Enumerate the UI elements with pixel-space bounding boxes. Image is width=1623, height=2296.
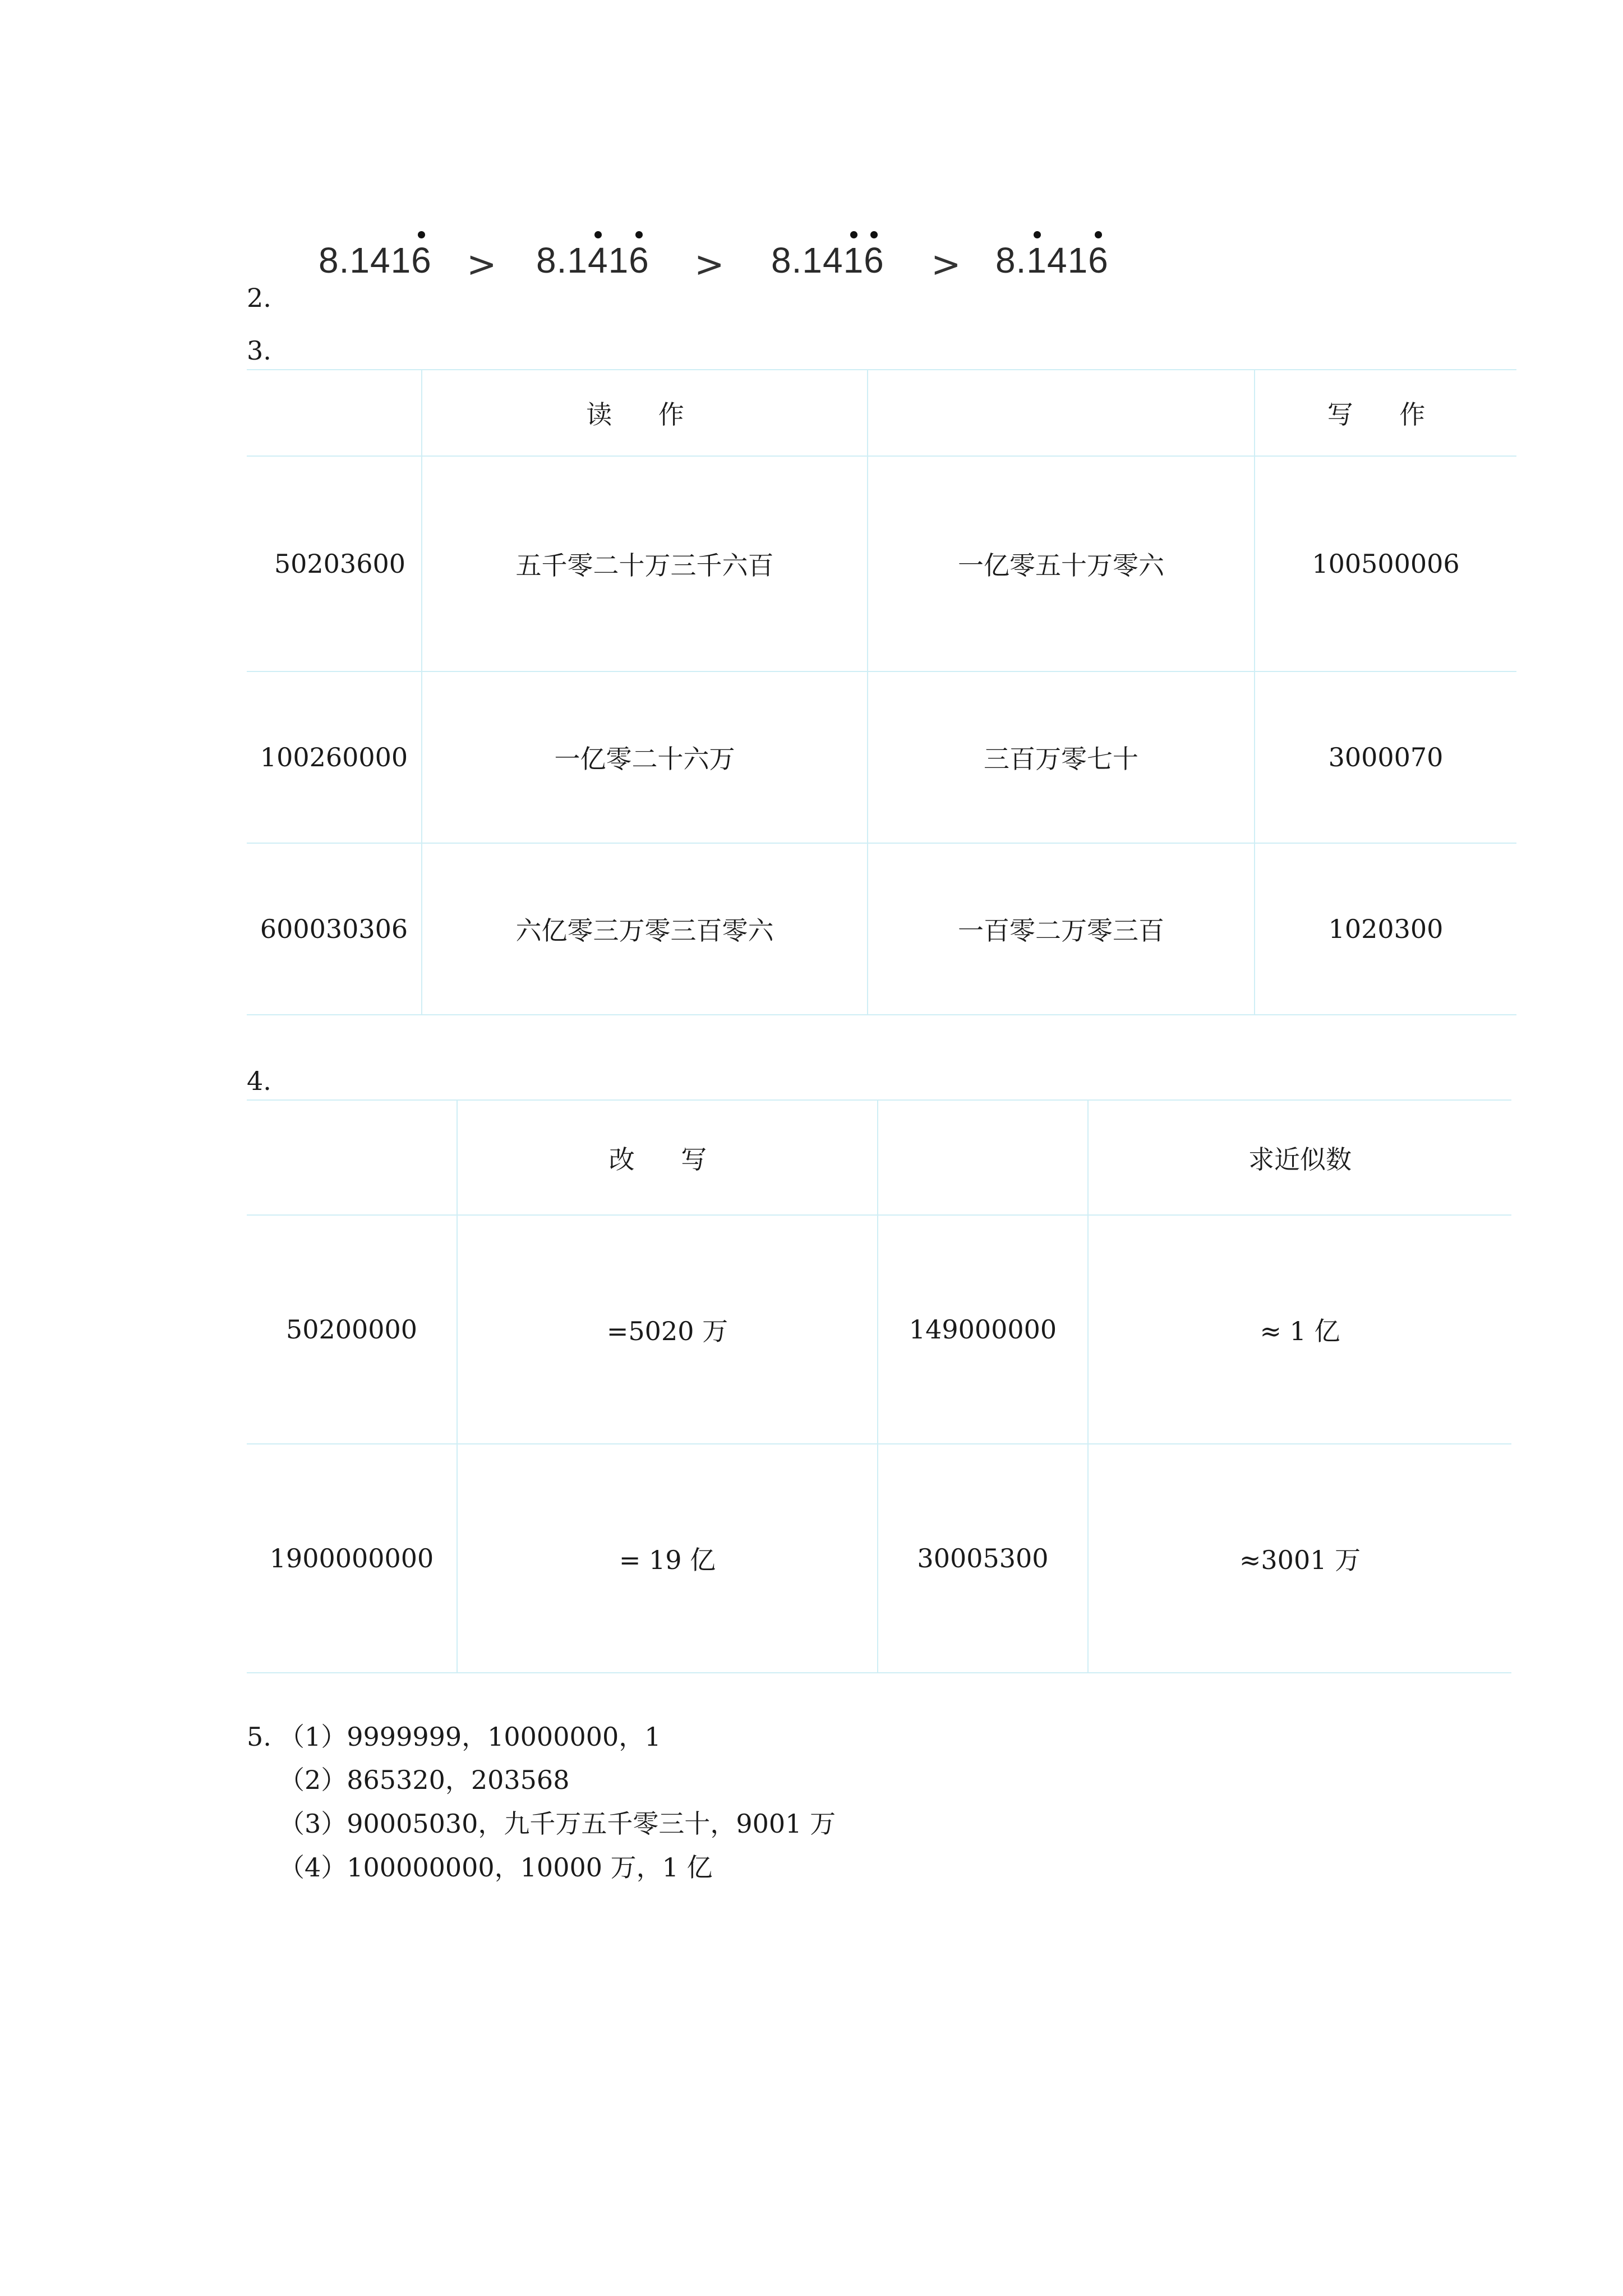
header-cell [247,1100,457,1215]
table-cell: 1020300 [1255,843,1516,1015]
table-row [247,843,1516,1015]
dotted-digit: 6 [411,240,432,280]
question-number-2: 2. [247,283,271,313]
table-header-row [247,1100,1511,1215]
digit: 1 [1067,240,1089,280]
table-cell: 50203600 [247,456,422,671]
table-cell: 一百零二万零三百 [868,843,1255,1015]
recurring-decimal-3 [771,242,884,278]
table-cell: ≈ 1 亿 [1088,1215,1511,1444]
table-cell: 30005300 [878,1444,1088,1673]
dotted-digit: 1 [1026,240,1047,280]
answer-line-4: （4）100000000，10000 万，1 亿 [279,1852,713,1883]
digit: 8 [995,240,1016,280]
table-cell: 3000070 [1255,671,1516,843]
table-cell: 50200000 [247,1215,457,1444]
digit: 1 [567,240,588,280]
rewrite-approximate-table [247,1099,1511,1673]
question-number-4: 4. [247,1066,271,1096]
digit: 8 [319,240,339,280]
table-row [247,671,1516,843]
question-number-3: 3. [247,335,271,366]
answer-line-3: （3）90005030，九千万五千零三十，9001 万 [279,1809,836,1839]
header-cell-write: 写 作 [1255,370,1516,456]
digit: 4 [370,240,391,280]
table-cell: 五千零二十万三千六百 [422,456,868,671]
greater-than-sign: > [694,244,725,286]
table-row [247,1215,1511,1444]
header-cell [868,370,1255,456]
table-cell: 100260000 [247,671,422,843]
table-cell: 三百万零七十 [868,671,1255,843]
table-cell: 一亿零二十六万 [422,671,868,843]
digit: 1 [802,240,823,280]
question-number-5: 5. [247,1722,271,1752]
header-cell [878,1100,1088,1215]
recurring-decimal-1 [319,242,432,278]
dotted-digit: 4 [587,240,608,280]
table-cell: 一亿零五十万零六 [868,456,1255,671]
table-cell: ≈3001 万 [1088,1444,1511,1673]
digit: 8 [536,240,557,280]
header-cell-approximate: 求近似数 [1088,1100,1511,1215]
table-cell: = 19 亿 [457,1444,878,1673]
header-cell [247,370,422,456]
header-cell-rewrite: 改 写 [457,1100,878,1215]
table-cell: 149000000 [878,1215,1088,1444]
table-header-row [247,370,1516,456]
table-cell: 六亿零三万零三百零六 [422,843,868,1015]
table-cell: 100500006 [1255,456,1516,671]
answer-line-1: （1）9999999，10000000，1 [279,1722,661,1752]
digit: . [556,240,568,280]
greater-than-sign: > [931,244,961,286]
table-row [247,1444,1511,1673]
greater-than-sign: > [467,244,497,286]
dotted-digit: 6 [629,240,649,280]
digit: . [1016,240,1027,280]
dotted-digit: 6 [864,240,884,280]
dotted-digit: 1 [843,240,864,280]
read-write-table [247,369,1516,1015]
table-cell: =5020 万 [457,1215,878,1444]
dotted-digit: 6 [1088,240,1109,280]
digit: 1 [349,240,370,280]
answer-line-2: （2）865320，203568 [279,1765,570,1795]
digit: 4 [1046,240,1068,280]
recurring-decimal-4 [995,242,1109,278]
table-row [247,456,1516,671]
digit: 8 [771,240,792,280]
table-cell: 1900000000 [247,1444,457,1673]
digit: 1 [390,240,412,280]
digit: . [791,240,803,280]
digit: . [339,240,350,280]
table-cell: 600030306 [247,843,422,1015]
recurring-decimal-2 [536,242,649,278]
digit: 4 [822,240,843,280]
header-cell-read: 读 作 [422,370,868,456]
digit: 1 [608,240,629,280]
